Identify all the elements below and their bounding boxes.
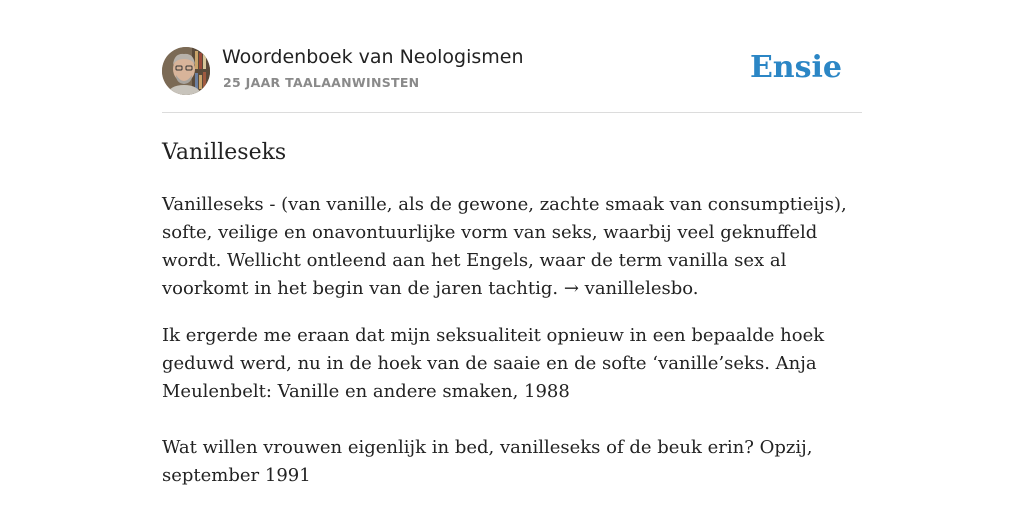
entry-quotes	[162, 322, 862, 490]
page	[162, 0, 862, 490]
entry-definition: Vanilleseks - (van vanille, als de gewone, zachte smaak van consumptieijs), softe, veilige en onavontuurlijke vorm van seks, waarbij veel geknuffeld wordt. Wellicht ontleend aan het Engels, waar de term vanilla sex al voorkomt in het begin van de jaren tachtig. → vanillelesbo.	[162, 194, 847, 299]
site-subtitle: 25 JAAR TAALAANWINSTEN	[223, 75, 420, 90]
quote-item: Wat willen vrouwen eigenlijk in bed, vanilleseks of de beuk erin? Opzij, september 1991	[162, 437, 813, 486]
avatar[interactable]	[162, 47, 210, 95]
header	[162, 0, 862, 113]
site-title[interactable]: Woordenboek van Neologismen	[222, 46, 524, 68]
quote-item: Ik ergerde me eraan dat mijn seksualiteit opnieuw in een bepaalde hoek geduwd werd, nu in de hoek van de saaie en de softe ‘vanille’seks. Anja Meulenbelt: Vanille en andere smaken, 1988	[162, 325, 825, 402]
ensie-logo-link[interactable]: Ensie	[749, 50, 842, 85]
author-portrait-icon	[162, 47, 210, 95]
entry-title: Vanilleseks	[162, 140, 287, 165]
